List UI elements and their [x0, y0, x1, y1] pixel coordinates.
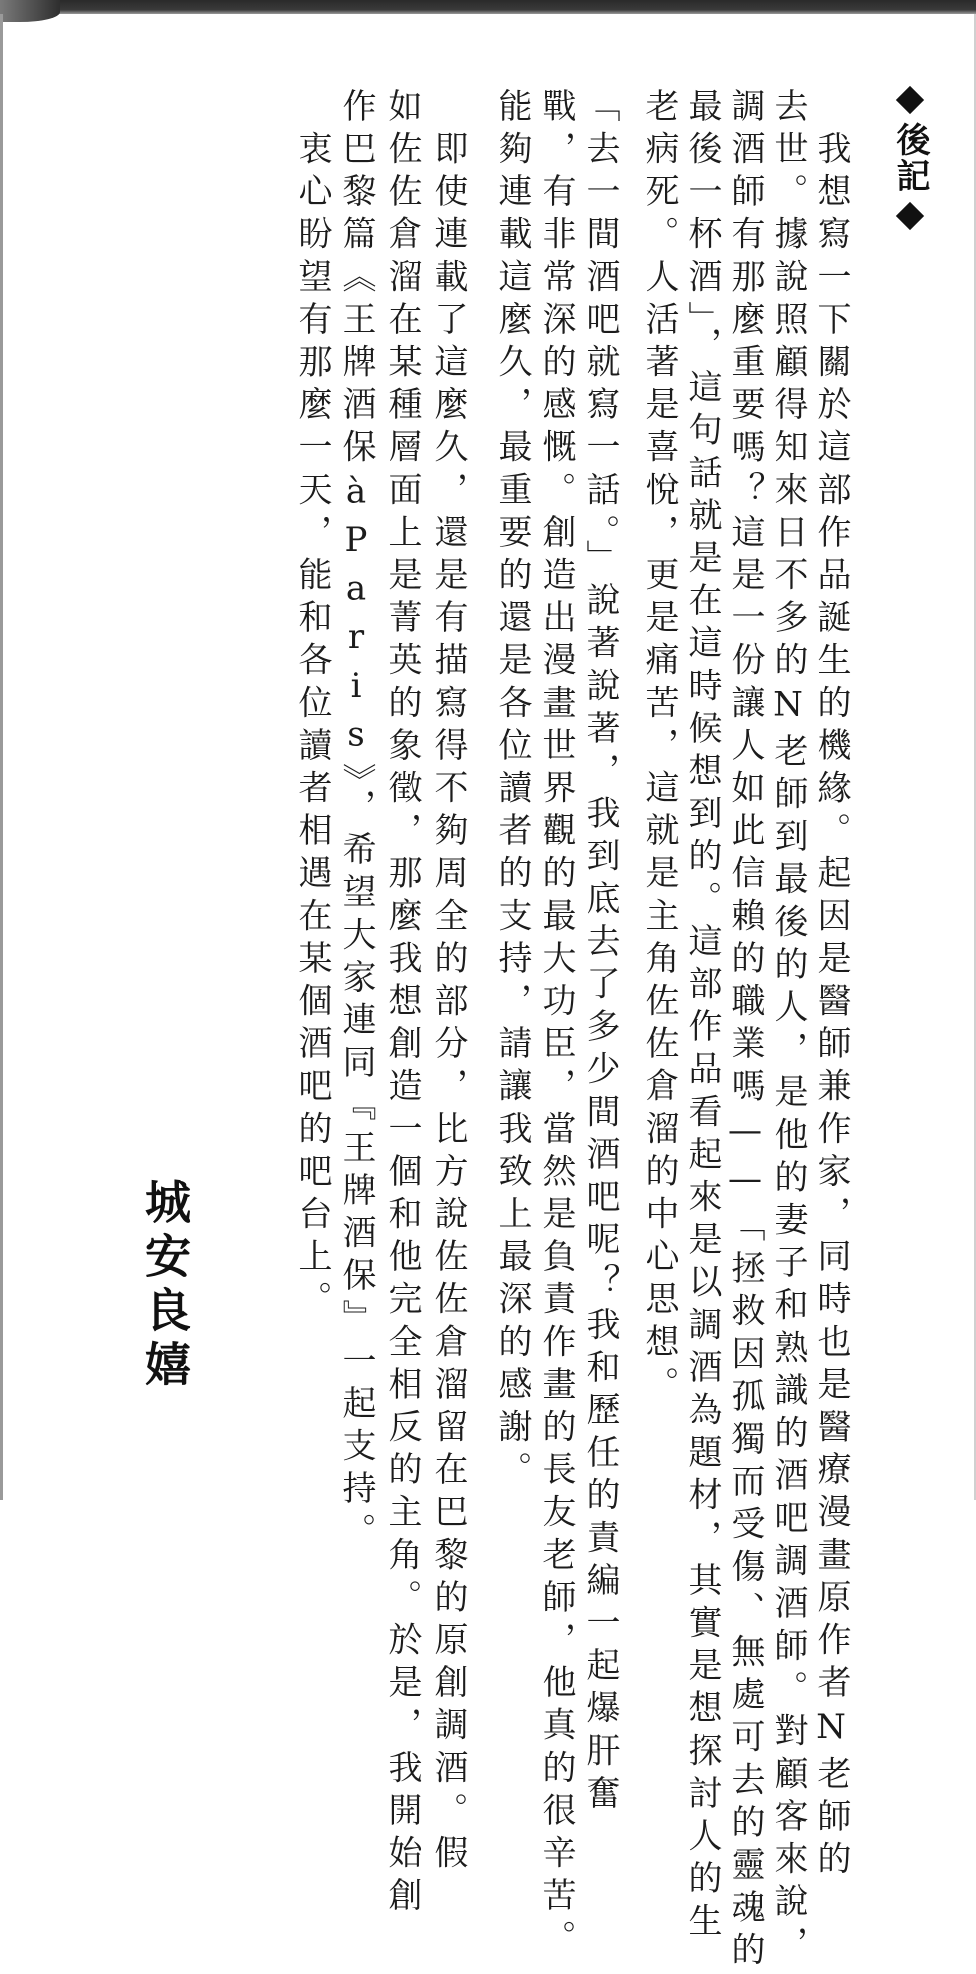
- text-column-10: 如佐佐倉溜在某種層面上是菁英的象徵，那麼我想創造一個和他完全相反的主角。於是，我開始創: [382, 88, 422, 1920]
- text-column-8: 能夠連載這麼久，最重要的還是各位讀者的支持，請讓我致上最深的感謝。: [492, 88, 532, 1494]
- text-column-11: 作巴黎篇《王牌酒保àParis》，希望大家連同『王牌酒保』一起支持。: [336, 88, 376, 1556]
- text-column-3: 調酒師有那麼重要嗎？這是一份讓人如此信賴的職業嗎——「拯救因孤獨而受傷、無處可去的靈魂的: [725, 88, 765, 1974]
- text-column-2: 去世。據說照顧得知來日不多的N老師到最後的人，是他的妻子和熟識的酒吧調酒師。對顧客來說，: [768, 88, 808, 1969]
- heading-title: 後記: [890, 122, 930, 194]
- text-column-1: 我想寫一下關於這部作品誕生的機緣。起因是醫師兼作家，同時也是醫療漫畫原作者N老師的: [811, 88, 851, 1884]
- text-column-12: 衷心盼望有那麼一天，能和各位讀者相遇在某個酒吧的吧台上。: [292, 88, 332, 1324]
- text-column-7: 戰，有非常深的感慨。創造出漫畫世界觀的最大功臣，當然是負責作畫的長友老師，他真的很辛苦。: [536, 88, 576, 1963]
- author-signature: 城安良嬉: [138, 1178, 192, 1394]
- afterword-heading: [887, 84, 933, 232]
- text-column-6: 「去一間酒吧就寫一話。」說著說著，我到底去了多少間酒吧呢？我和歷任的責編一起爆肝奮: [580, 88, 620, 1818]
- scan-edge-left: [0, 14, 3, 1500]
- text-column-9: 即使連載了這麼久，還是有描寫得不夠周全的部分，比方說佐佐倉溜留在巴黎的原創調酒。假: [428, 88, 468, 1878]
- diamond-ornament-icon: [896, 86, 924, 114]
- text-column-5: 老病死。人活著是喜悅，更是痛苦，這就是主角佐佐倉溜的中心思想。: [639, 88, 679, 1409]
- scan-edge-top: [0, 0, 976, 14]
- scan-edge-corner: [0, 0, 60, 22]
- text-column-4: 最後一杯酒」，這句話就是在這時候想到的。這部作品看起來是以調酒為題材，其實是想探討人的生: [682, 88, 722, 1946]
- diamond-ornament-icon: [896, 202, 924, 230]
